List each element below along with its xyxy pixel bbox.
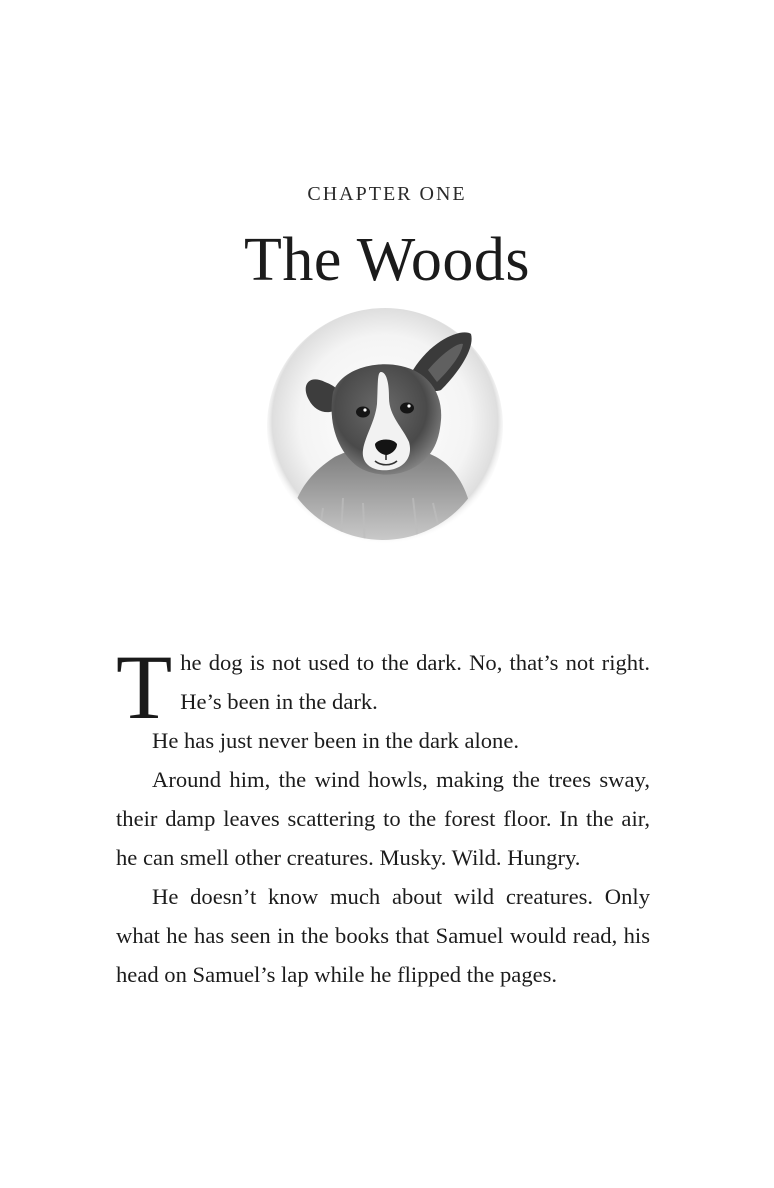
dog-right-eye xyxy=(400,403,414,414)
chapter-label: CHAPTER ONE xyxy=(307,183,467,205)
paragraph-4: He doesn’t know much about wild creatures. Only what he has seen in the books that Samuel would read, his head on Samuel’s lap while he flipped the pages. xyxy=(116,884,650,987)
dog-left-eye xyxy=(356,407,370,418)
dog-portrait-icon xyxy=(263,308,507,558)
drop-cap: T xyxy=(116,636,173,738)
paragraph-2: He has just never been in the dark alone. xyxy=(152,728,520,753)
chapter-title: The Woods xyxy=(244,226,530,294)
chapter-body xyxy=(116,636,650,994)
paragraph-1-text: he dog is not used to the dark. No, that’s not right. He’s been in the dark. xyxy=(180,650,650,714)
paragraph-1 xyxy=(116,636,650,738)
dog-portrait-svg xyxy=(263,308,507,558)
paragraph-3: Around him, the wind howls, making the trees sway, their damp leaves scattering to the forest floor. In the air, he can smell other creatures. Musky. Wild. Hungry. xyxy=(116,767,650,870)
